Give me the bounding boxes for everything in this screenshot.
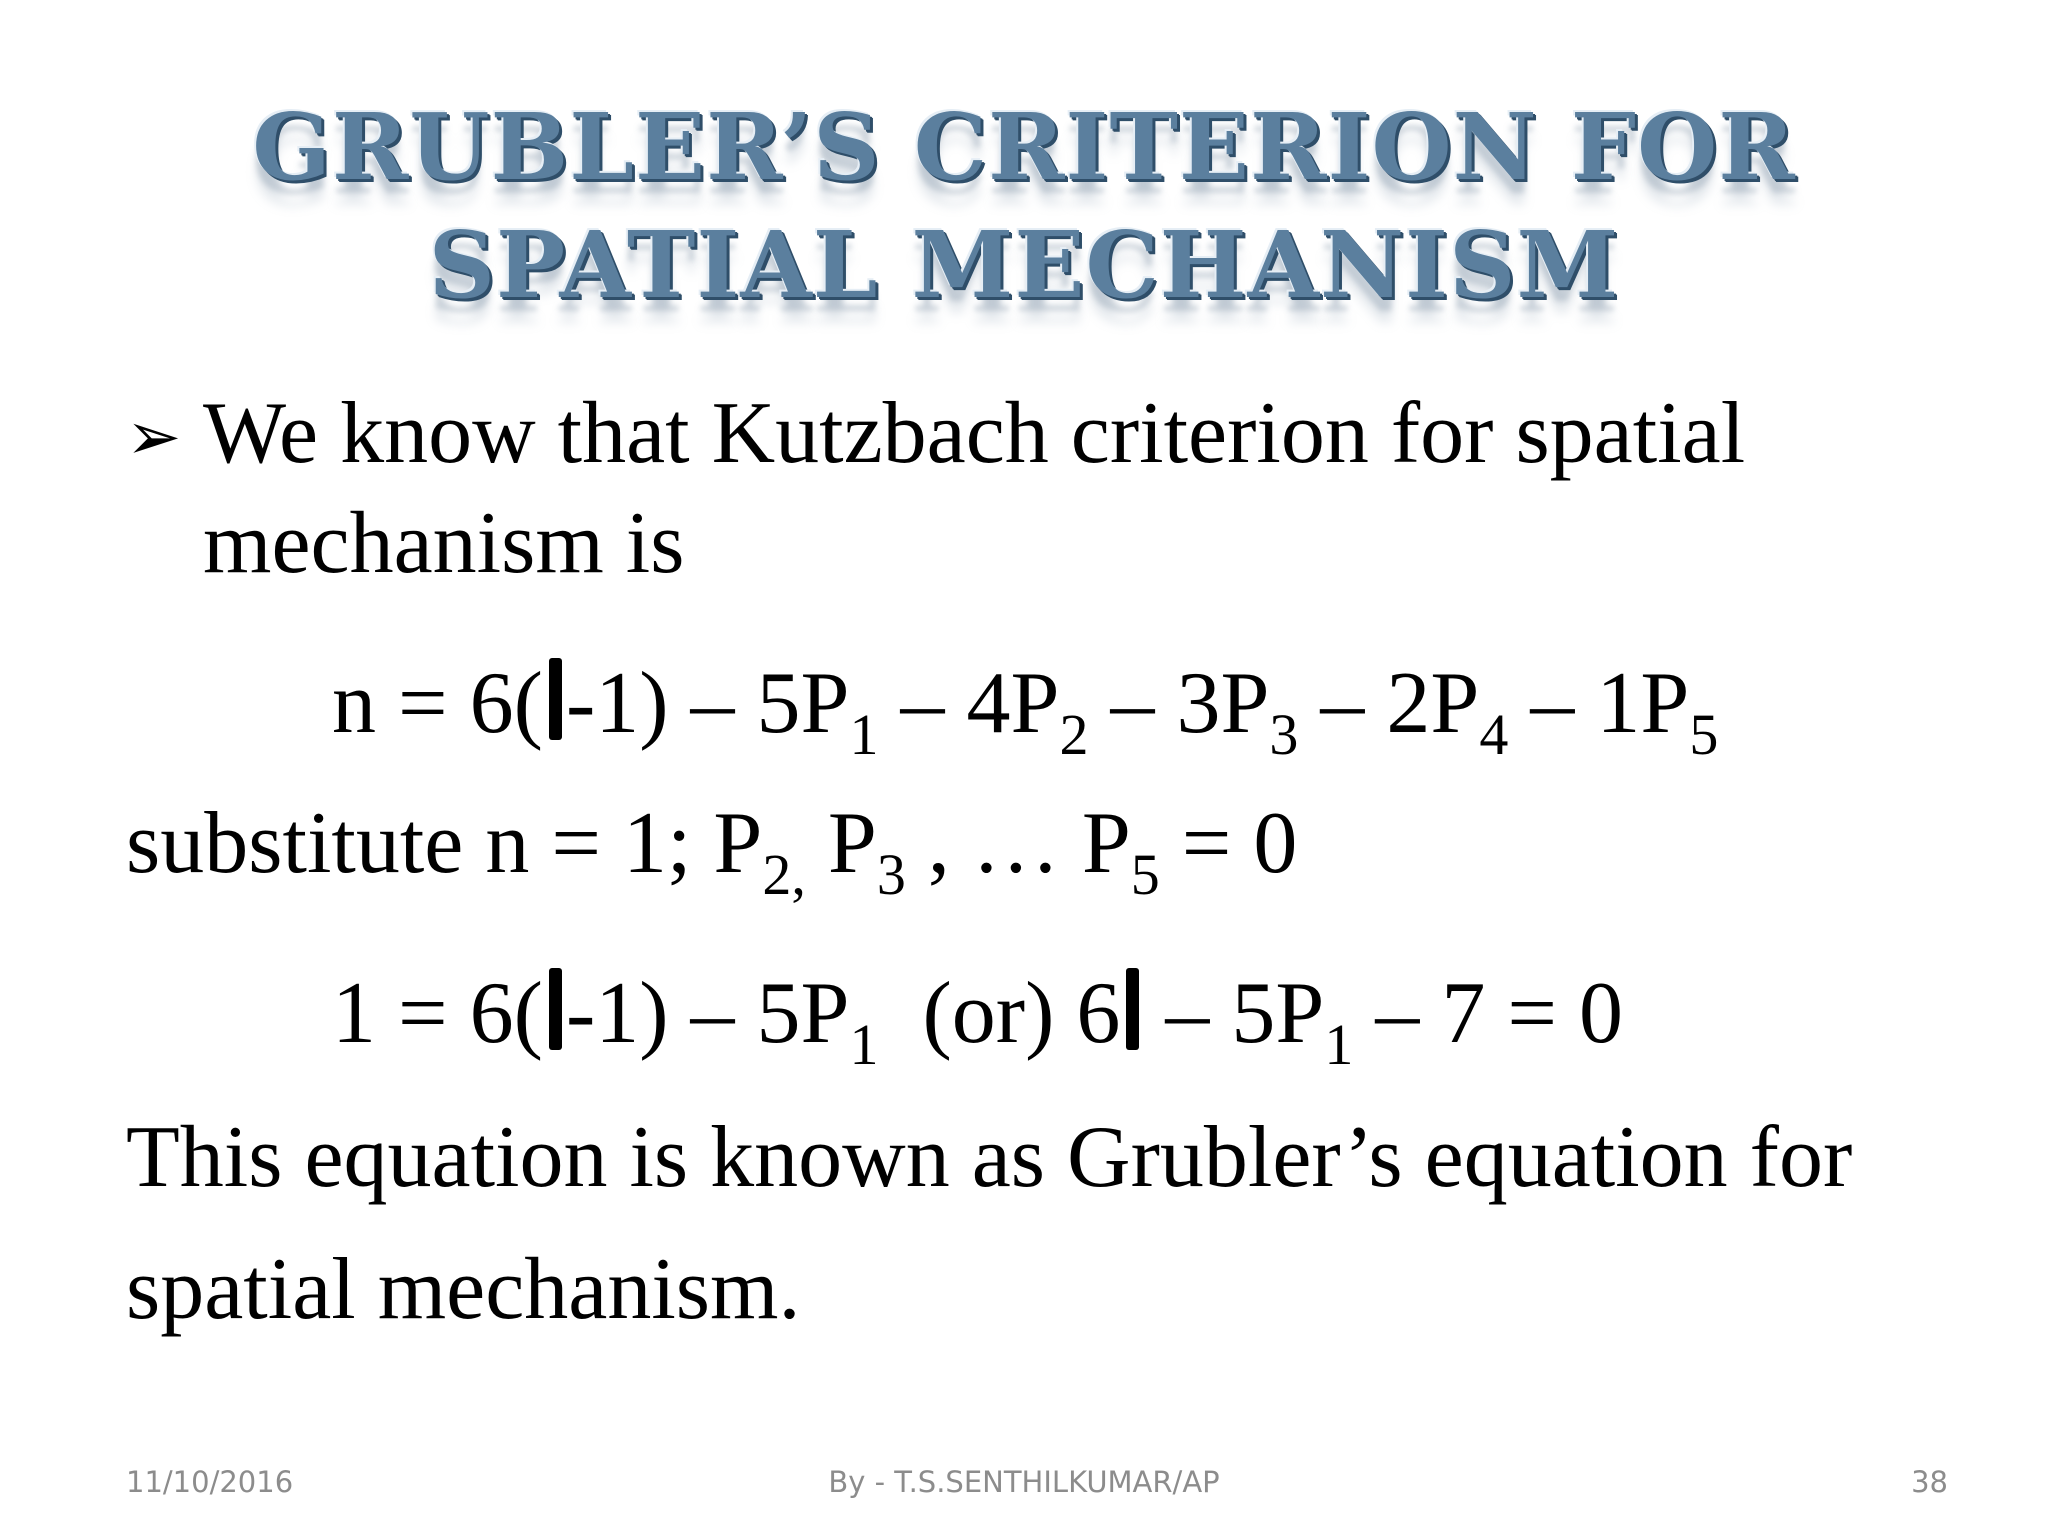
title-line-1: GRUBLER’S CRITERION FOR xyxy=(252,93,1796,201)
substitution-line: substitute n = 1; $P_{2,}$ $P_3$ , … $P_5 = 0$ xyxy=(126,795,1298,907)
kutzbach-equation: n = 6( $-1) - 5P_1 - 4P_2 - 3P_3 - 2P_4 - 1P_5$ xyxy=(332,655,1719,767)
slide-title xyxy=(0,88,2048,324)
grubler-equation: 1 = 6( $-1) - 5P_1$ (or) $6 - 5P_1 - 7 = 0$ xyxy=(332,965,1624,1077)
links-symbol-l xyxy=(1126,968,1139,1050)
conclusion-line-2: spatial mechanism. xyxy=(126,1241,801,1338)
footer-author: By - T.S.SENTHILKUMAR/AP xyxy=(828,1465,1220,1499)
paragraph-1-line-2: mechanism is xyxy=(203,495,685,592)
footer-page-number: 38 xyxy=(1911,1465,1948,1499)
title-line-2: SPATIAL MECHANISM xyxy=(428,211,1620,319)
arrow-bullet-icon: ➢ xyxy=(126,398,182,475)
links-symbol-l xyxy=(549,658,562,740)
conclusion-line-1: This equation is known as Grubler’s equation for xyxy=(126,1109,1853,1206)
paragraph-1-line-1: We know that Kutzbach criterion for spatial xyxy=(203,385,1746,482)
footer-date: 11/10/2016 xyxy=(126,1465,294,1499)
links-symbol-l xyxy=(549,968,562,1050)
